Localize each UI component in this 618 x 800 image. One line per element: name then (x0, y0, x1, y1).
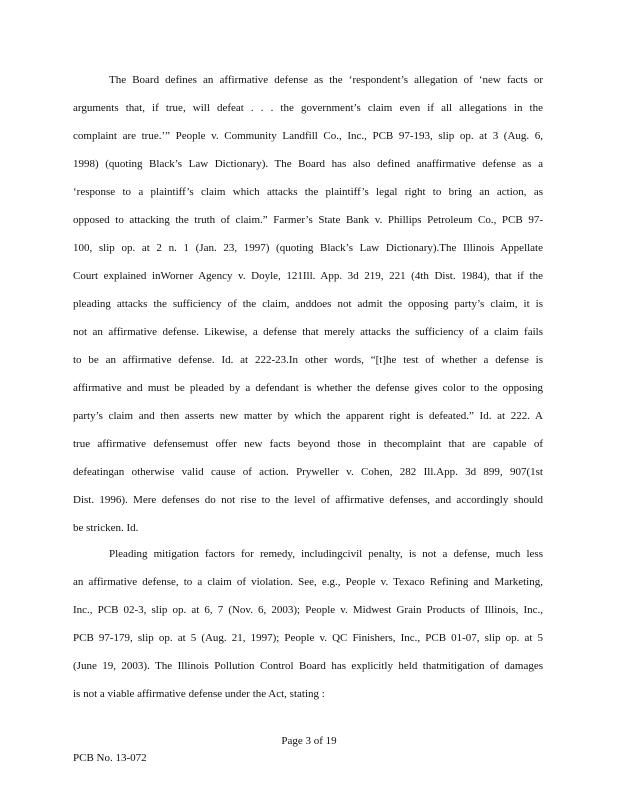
text-line: 100, slip op. at 2 n. 1 (Jan. 23, 1997) (quoting Black’s Law Dictionary).The Illinois Appellate (73, 242, 543, 254)
text-line: be stricken. Id. (73, 522, 139, 534)
page-number: Page 3 of 19 (281, 735, 337, 747)
text-line: Dist. 1996). Mere defenses do not rise to the level of affirmative defenses, and accordingly should (73, 494, 543, 506)
text-line: affirmative and must be pleaded by a defendant is whether the defense gives color to the opposing (73, 382, 543, 394)
text-line: arguments that, if true, will defeat . . . the government’s claim even if all allegations in the (73, 102, 543, 114)
text-line: to be an affirmative defense. Id. at 222-23.In other words, “[t]he test of whether a defense is (73, 354, 543, 366)
case-number: PCB No. 13-072 (73, 752, 147, 764)
text-line: (June 19, 2003). The Illinois Pollution Control Board has explicitly held thatmitigation of damages (73, 660, 543, 672)
text-line: Court explained inWorner Agency v. Doyle, 121Ill. App. 3d 219, 221 (4th Dist. 1984), that if the (73, 270, 543, 282)
text-line: opposed to attacking the truth of claim.” Farmer’s State Bank v. Phillips Petroleum Co., PCB 97- (73, 214, 543, 226)
text-line: pleading attacks the sufficiency of the claim, anddoes not admit the opposing party’s claim, it is (73, 298, 543, 310)
text-line: complaint are true.’” People v. Community Landfill Co., Inc., PCB 97-193, slip op. at 3 (Aug. 6, (73, 130, 543, 142)
text-line: an affirmative defense, to a claim of violation. See, e.g., People v. Texaco Refining and Marketing, (73, 576, 543, 588)
text-line: ‘response to a plaintiff’s claim which attacks the plaintiff’s legal right to bring an action, as (73, 186, 543, 198)
text-line: 1998) (quoting Black’s Law Dictionary). The Board has also defined anaffirmative defense as a (73, 158, 543, 170)
text-line: PCB 97-179, slip op. at 5 (Aug. 21, 1997); People v. QC Finishers, Inc., PCB 01-07, slip op. at 5 (73, 632, 543, 644)
text-line: is not a viable affirmative defense under the Act, stating : (73, 688, 325, 700)
text-line: defeatingan otherwise valid cause of action. Pryweller v. Cohen, 282 Ill.App. 3d 899, 907(1st (73, 466, 543, 478)
text-line: Inc., PCB 02-3, slip op. at 6, 7 (Nov. 6, 2003); People v. Midwest Grain Products of Illinois, Inc., (73, 604, 543, 616)
text-line: Pleading mitigation factors for remedy, includingcivil penalty, is not a defense, much less (109, 548, 543, 560)
text-line: party’s claim and then asserts new matter by which the apparent right is defeated.” Id. at 222. A (73, 410, 543, 422)
text-line: The Board defines an affirmative defense as the ‘respondent’s allegation of ‘new facts or (109, 74, 543, 86)
text-line: not an affirmative defense. Likewise, a defense that merely attacks the sufficiency of a claim fails (73, 326, 543, 338)
text-line: true affirmative defensemust offer new facts beyond those in thecomplaint that are capable of (73, 438, 543, 450)
